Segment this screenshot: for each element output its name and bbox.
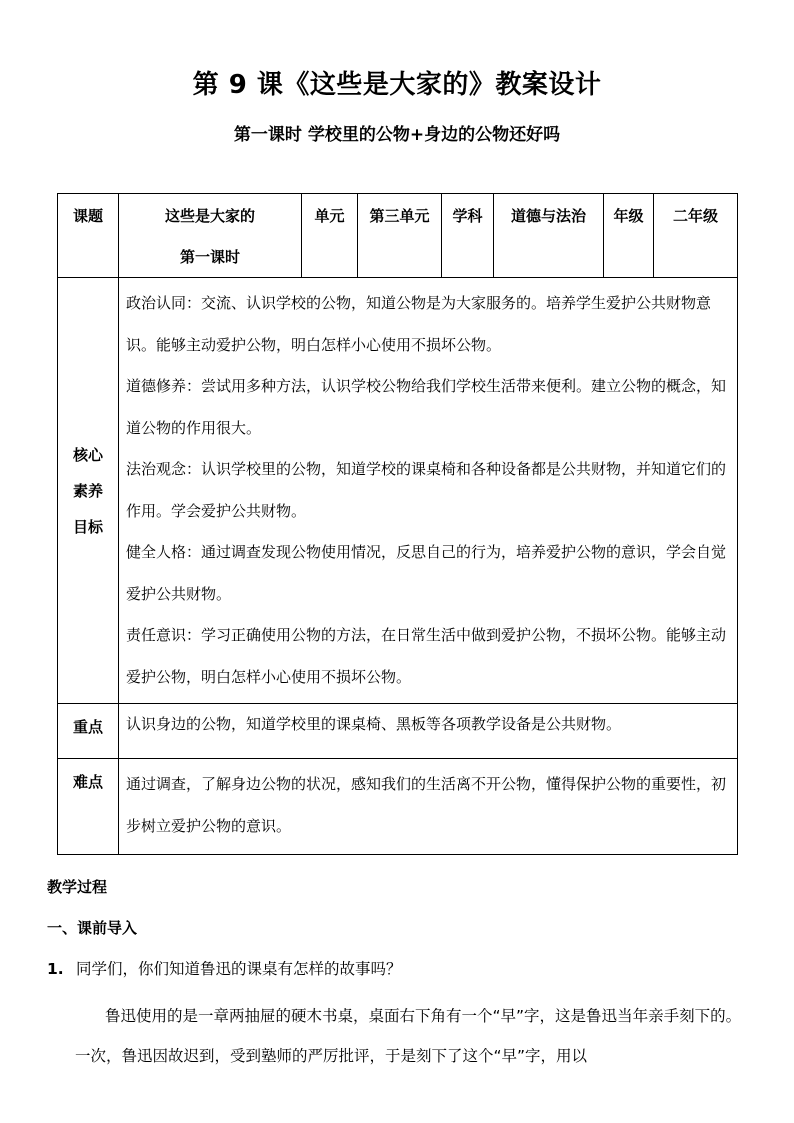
goal-responsibility: 责任意识：学习正确使用公物的方法，在日常生活中做到爱护公物，不损坏公物。能够主动爱护公物，明白怎样小心使用不损坏公物。	[126, 626, 727, 686]
topic-value-cell	[119, 194, 302, 278]
grade-label-cell	[604, 194, 654, 278]
topic-label: 课题	[72, 207, 103, 225]
topic-value-line1: 这些是大家的	[164, 207, 255, 225]
unit-value-cell	[358, 194, 442, 278]
unit-value: 第三单元	[369, 207, 430, 225]
story-paragraph: 鲁迅使用的是一章两抽屉的硬木书桌，桌面右下角有一个“早”字，这是鲁迅当年亲手刻下的。一次，鲁迅因故迟到，受到塾师的严厉批评，于是刻下了这个“早”字，用以	[75, 1007, 742, 1065]
goal-political-identity: 政治认同：交流、认识学校的公物，知道公物是为大家服务的。培养学生爱护公共财物意识。能够主动爱护公物，明白怎样小心使用不损坏公物。	[126, 294, 712, 354]
difficulty-label: 难点	[58, 759, 119, 855]
question-1	[47, 957, 402, 979]
goals-content-cell	[119, 278, 738, 704]
lesson-plan-table	[57, 193, 738, 855]
topic-label-cell	[58, 194, 119, 278]
question-text: 同学们，你们知道鲁迅的课桌有怎样的故事吗？	[76, 960, 402, 978]
key-point-text: 认识身边的公物，知道学校里的课桌椅、黑板等各项教学设备是公共财物。	[119, 704, 738, 759]
section-intro-heading: 一、课前导入	[47, 919, 138, 937]
page-title: 第 9 课《这些是大家的》教案设计	[192, 70, 602, 100]
key-point-row	[58, 704, 738, 759]
subject-label: 学科	[452, 207, 483, 225]
topic-value-line2: 第一课时	[179, 248, 240, 266]
unit-label: 单元	[314, 207, 345, 225]
page-subtitle: 第一课时 学校里的公物+身边的公物还好吗	[233, 125, 561, 145]
key-point-label: 重点	[58, 704, 119, 759]
grade-label: 年级	[613, 207, 644, 225]
table-header-row	[58, 194, 738, 278]
subject-label-cell	[442, 194, 494, 278]
goals-label-line1: 核心	[72, 445, 103, 464]
goals-label-line3: 目标	[72, 517, 103, 536]
goal-moral-cultivation: 道德修养：尝试用多种方法，认识学校公物给我们学校生活带来便利。建立公物的概念，知道公物的作用很大。	[126, 377, 727, 437]
subject-value: 道德与法治	[510, 207, 586, 225]
subject-value-cell	[494, 194, 604, 278]
grade-value: 二年级	[672, 207, 718, 225]
question-number: 1.	[47, 960, 64, 978]
difficulty-row	[58, 759, 738, 855]
goals-label-line2: 素养	[72, 481, 103, 500]
goals-label-cell	[58, 278, 119, 704]
goal-rule-of-law: 法治观念：认识学校里的公物，知道学校的课桌椅和各种设备都是公共财物，并知道它们的作用。学会爱护公共财物。	[126, 460, 727, 520]
goals-row	[58, 278, 738, 704]
difficulty-text: 通过调查，了解身边公物的状况，感知我们的生活离不开公物，懂得保护公物的重要性，初步树立爱护公物的意识。	[119, 759, 738, 855]
goal-healthy-personality: 健全人格：通过调查发现公物使用情况，反思自己的行为，培养爱护公物的意识，学会自觉爱护公共财物。	[126, 543, 727, 603]
grade-value-cell	[654, 194, 738, 278]
process-heading: 教学过程	[47, 878, 108, 896]
unit-label-cell	[302, 194, 358, 278]
